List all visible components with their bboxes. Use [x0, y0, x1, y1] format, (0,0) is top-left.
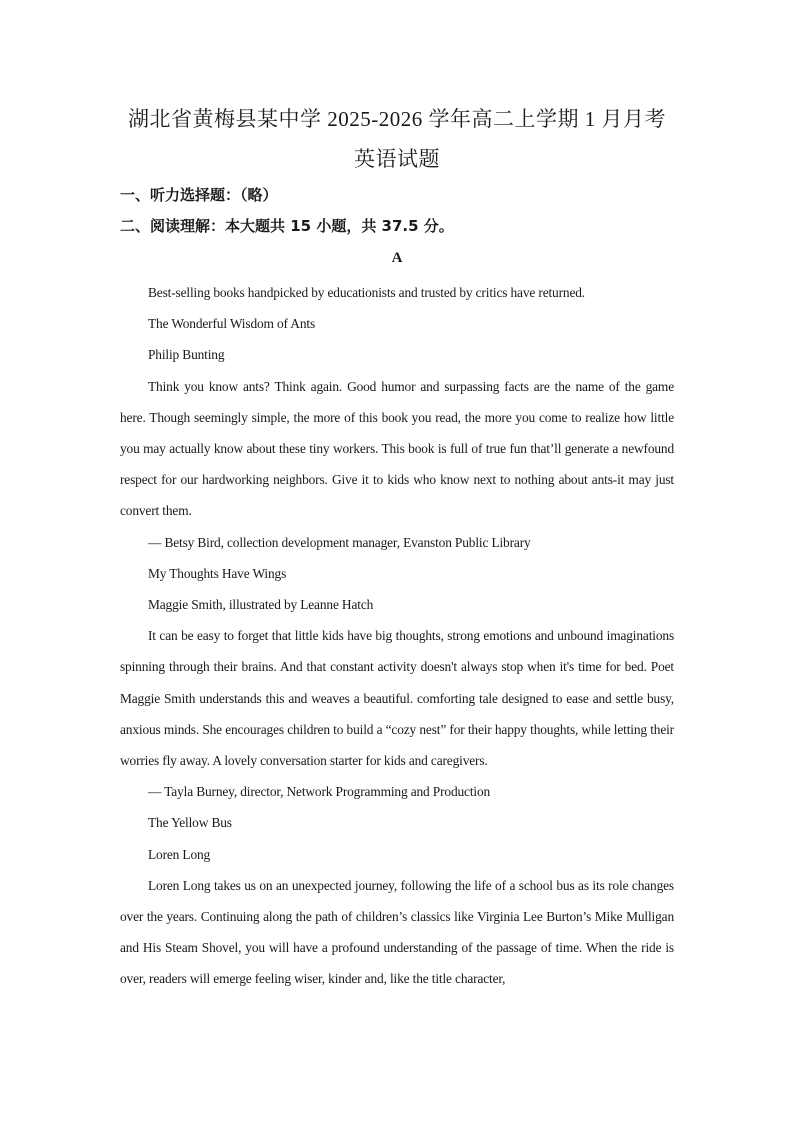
book-title: The Wonderful Wisdom of Ants: [148, 316, 316, 332]
book-author: Maggie Smith, illustrated by Leanne Hatch: [148, 597, 374, 613]
book-review: It can be easy to forget that little kids have big thoughts, strong emotions and unbound imaginations spinning through their brains. And that constant activity doesn't always stop when it's time for bed. Poet Maggie Smith understands this and weaves a beautiful. comforting tale designed to ease and settle busy, anxious minds. She encourages children to build a “cozy nest” for their happy thoughts, while letting their worries fly away. A lovely conversation starter for kids and caregivers.: [120, 628, 674, 769]
exam-title: 湖北省黄梅县某中学 2025-2026 学年高二上学期 1 月月考: [128, 107, 666, 131]
section-listening-heading: 一、听力选择题：（略）: [120, 186, 278, 204]
book-review: Loren Long takes us on an unexpected journey, following the life of a school bus as its role changes over the years. Continuing along the path of children’s classics like Virginia Lee Burton’s Mike Mulligan and His Steam Shovel, you will have a profound understanding of the passage of time. When the ride is over, readers will emerge feeling wiser, kinder and, like the title character,: [120, 877, 674, 987]
book-title: My Thoughts Have Wings: [148, 565, 287, 581]
book-author: Loren Long: [148, 846, 211, 862]
passage-intro: Best-selling books handpicked by educationists and trusted by critics have returned.: [148, 285, 585, 300]
passage-body: [120, 277, 674, 995]
book-reviewer: — Betsy Bird, collection development manager, Evanston Public Library: [148, 534, 531, 550]
exam-subtitle: 英语试题: [354, 147, 440, 171]
book-reviewer: — Tayla Burney, director, Network Programming and Production: [148, 784, 491, 800]
book-review: Think you know ants? Think again. Good humor and surpassing facts are the name of the game here. Though seemingly simple, the more of this book you read, the more you come to realize how little you may actually know about these tiny workers. This book is full of true fun that’ll generate a newfound respect for our hardworking neighbors. Give it to kids who know next to nothing about ants-it may just convert them.: [120, 378, 674, 519]
book-title: The Yellow Bus: [148, 815, 232, 831]
book-author: Philip Bunting: [148, 347, 225, 363]
section-reading-heading: 二、阅读理解：本大题共 15 小题，共 37.5 分。: [120, 217, 454, 235]
passage-letter: A: [391, 250, 403, 266]
